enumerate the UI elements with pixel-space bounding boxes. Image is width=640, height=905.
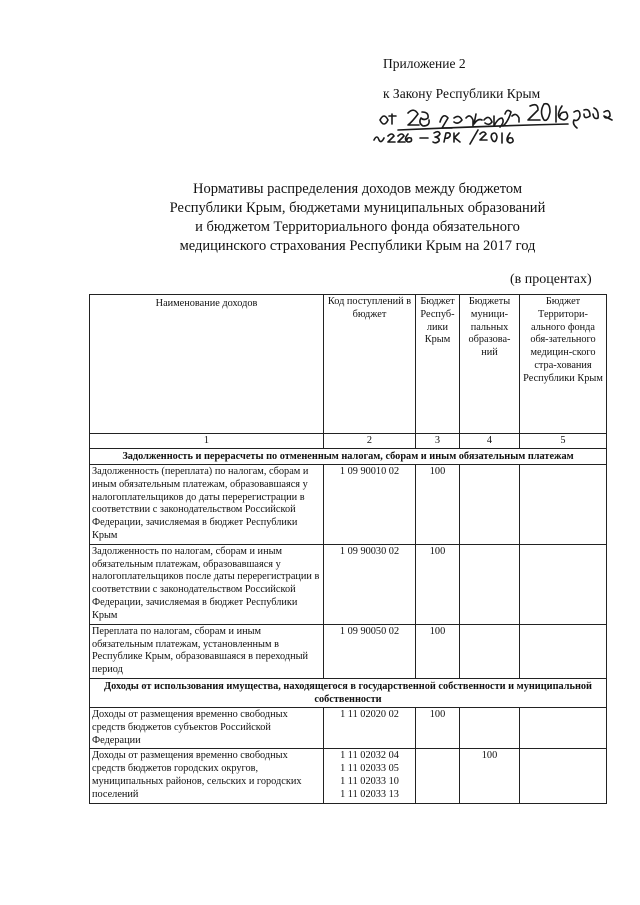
- republic-value: 100: [416, 707, 460, 748]
- income-code: [324, 465, 416, 545]
- municipal-value: [460, 544, 520, 624]
- table-row: [90, 544, 607, 624]
- title-line: медицинского страхования Республики Крым на 2017 год: [179, 238, 536, 254]
- fund-value: [520, 544, 607, 624]
- header-republic-budget: Бюджет Респуб-лики Крым: [416, 295, 460, 434]
- appendix-number: Приложение 2: [383, 56, 466, 71]
- section-row: [90, 678, 607, 707]
- republic-value: [416, 749, 460, 803]
- code-value: 1 11 02033 13: [340, 788, 399, 800]
- column-number: 3: [416, 434, 460, 449]
- title-line: и бюджетом Территориального фонда обязательного: [195, 219, 520, 235]
- table-row: [90, 749, 607, 803]
- header-code: Код поступлений в бюджет: [324, 295, 416, 434]
- code-value: 1 11 02032 04: [340, 750, 399, 762]
- column-number: 2: [324, 434, 416, 449]
- section-title: Задолженность и перерасчеты по отмененным налогам, сборам и иным обязательным платежам: [90, 449, 607, 465]
- republic-value: 100: [416, 624, 460, 678]
- code-value: 1 11 02033 10: [340, 775, 399, 787]
- republic-value: 100: [416, 544, 460, 624]
- code-value: 1 09 90050 02: [339, 625, 400, 637]
- document-title: [90, 180, 625, 256]
- code-value: 1 11 02020 02: [340, 708, 399, 720]
- section-row: [90, 449, 607, 465]
- income-name: Доходы от размещения временно свободных средств бюджетов городских округов, муниципальных районов, сельских и городских поселений: [90, 749, 324, 803]
- fund-value: [520, 707, 607, 748]
- header-name: Наименование доходов: [90, 295, 324, 434]
- fund-value: [520, 749, 607, 803]
- municipal-value: 100: [460, 749, 520, 803]
- column-number: 1: [90, 434, 324, 449]
- income-code: [324, 707, 416, 748]
- distribution-table: [89, 294, 607, 804]
- title-line: Нормативы распределения доходов между бюджетом: [192, 181, 523, 197]
- code-value: 1 11 02033 05: [340, 763, 399, 775]
- income-code: [324, 624, 416, 678]
- fund-value: [520, 624, 607, 678]
- income-name: Задолженность по налогам, сборам и иным обязательным платежам, образовавшаяся у налогоплательщиков после даты перерегистрации в соответствии с законодательством Российской Федерации, зачисляемая в бюджет Республики Крым: [90, 544, 324, 624]
- code-value: 1 09 90010 02: [339, 466, 400, 477]
- income-name: Доходы от размещения временно свободных средств бюджетов субъектов Российской Федерации: [90, 707, 324, 748]
- income-code: [324, 749, 416, 803]
- section-title: Доходы от использования имущества, находящегося в государственной собственности и муниципальной собственности: [90, 678, 607, 707]
- table-row: [90, 624, 607, 678]
- column-number: 4: [460, 434, 520, 449]
- appendix-block: [383, 56, 540, 102]
- table-row: [90, 465, 607, 545]
- appendix-law-reference: к Закону Республики Крым: [383, 86, 541, 101]
- column-number-row: [90, 434, 607, 449]
- unit-note: (в процентах): [510, 272, 592, 287]
- income-name: Задолженность (переплата) по налогам, сборам и иным обязательным платежам, образовавшаяся у налогоплательщиков до даты перерегистрации в соответствии с законодательством Российской Федерации, зачисляемая в бюджет Республики Крым: [90, 465, 324, 545]
- municipal-value: [460, 465, 520, 545]
- title-line: Республики Крым, бюджетами муниципальных образований: [169, 200, 546, 216]
- income-code: [324, 544, 416, 624]
- table-header-row: [90, 295, 607, 434]
- fund-value: [520, 465, 607, 545]
- column-number: 5: [520, 434, 607, 449]
- code-value: 1 09 90030 02: [339, 545, 400, 557]
- republic-value: 100: [416, 465, 460, 545]
- header-municipal-budgets: Бюджеты муници-пальных образова-ний: [460, 295, 520, 434]
- municipal-value: [460, 624, 520, 678]
- handwritten-signature-date: [370, 100, 630, 148]
- municipal-value: [460, 707, 520, 748]
- table-row: [90, 707, 607, 748]
- header-fund-budget: Бюджет Территори-ального фонда обя-зательного медицин-ского стра-хования Республики Крым: [520, 295, 607, 434]
- income-name: Переплата по налогам, сборам и иным обязательным платежам, установленным в Республике Крым, образовавшаяся в переходный период: [90, 624, 324, 678]
